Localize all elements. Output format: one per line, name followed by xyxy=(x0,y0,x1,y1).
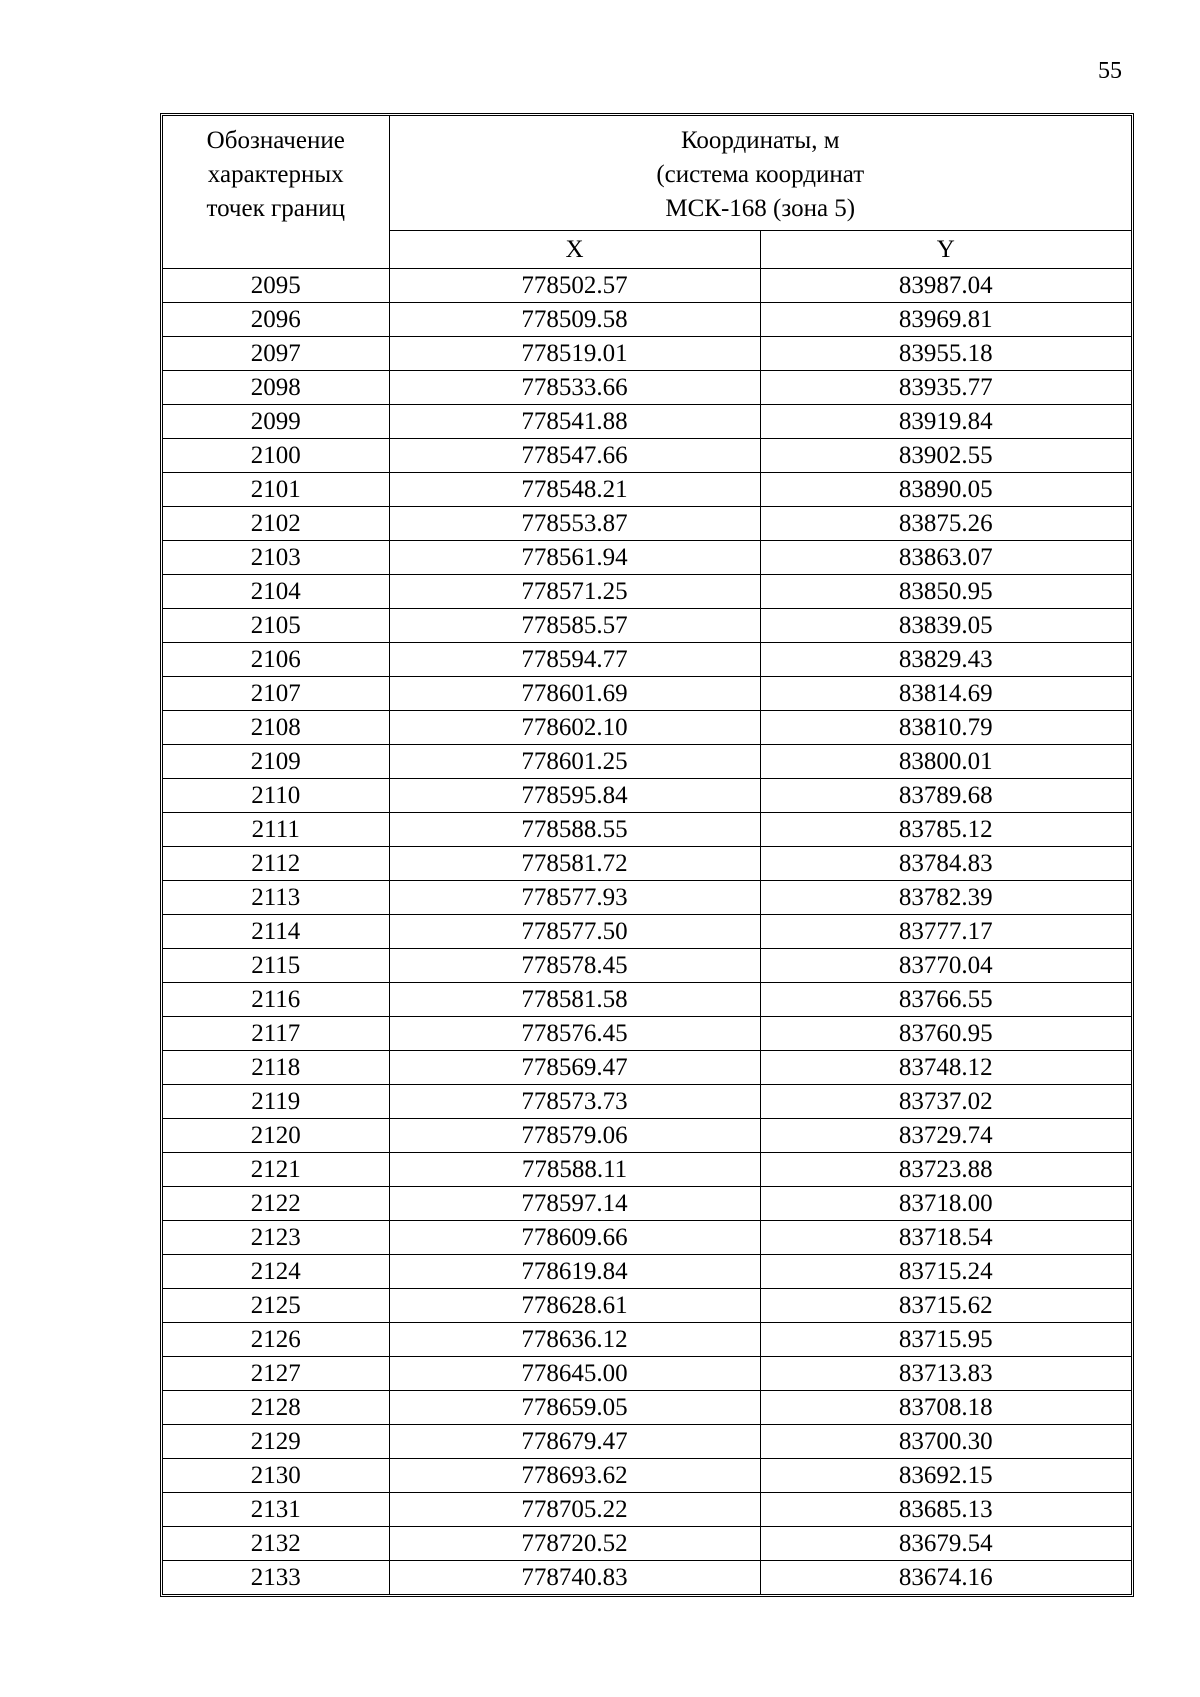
page-number: 55 xyxy=(1098,58,1122,84)
cell-x: 778705.22 xyxy=(389,1493,760,1527)
coordinates-table-frame xyxy=(160,113,1134,1597)
cell-y: 83935.77 xyxy=(760,371,1131,405)
table-row xyxy=(163,1527,1131,1561)
cell-x: 778569.47 xyxy=(389,1051,760,1085)
table-row xyxy=(163,1425,1131,1459)
cell-y: 83715.24 xyxy=(760,1255,1131,1289)
table-row xyxy=(163,1323,1131,1357)
cell-x: 778597.14 xyxy=(389,1187,760,1221)
cell-x: 778601.69 xyxy=(389,677,760,711)
cell-y: 83814.69 xyxy=(760,677,1131,711)
table-row xyxy=(163,439,1131,473)
cell-y: 83829.43 xyxy=(760,643,1131,677)
table-row xyxy=(163,745,1131,779)
cell-x: 778720.52 xyxy=(389,1527,760,1561)
cell-point-id: 2096 xyxy=(163,303,389,337)
cell-point-id: 2114 xyxy=(163,915,389,949)
header-coordinates-line: МСК-168 (зона 5) xyxy=(665,195,856,222)
cell-x: 778619.84 xyxy=(389,1255,760,1289)
cell-point-id: 2107 xyxy=(163,677,389,711)
table-row xyxy=(163,643,1131,677)
header-designation-line: Обозначение xyxy=(206,127,345,154)
cell-x: 778588.55 xyxy=(389,813,760,847)
table-row xyxy=(163,881,1131,915)
cell-x: 778571.25 xyxy=(389,575,760,609)
cell-point-id: 2118 xyxy=(163,1051,389,1085)
cell-y: 83760.95 xyxy=(760,1017,1131,1051)
table-row xyxy=(163,1357,1131,1391)
cell-x: 778577.93 xyxy=(389,881,760,915)
table-row xyxy=(163,1391,1131,1425)
cell-point-id: 2133 xyxy=(163,1561,389,1595)
cell-point-id: 2113 xyxy=(163,881,389,915)
cell-y: 83718.54 xyxy=(760,1221,1131,1255)
cell-y: 83700.30 xyxy=(760,1425,1131,1459)
table-row xyxy=(163,1051,1131,1085)
cell-point-id: 2116 xyxy=(163,983,389,1017)
cell-x: 778573.73 xyxy=(389,1085,760,1119)
table-row xyxy=(163,609,1131,643)
cell-y: 83850.95 xyxy=(760,575,1131,609)
cell-y: 83863.07 xyxy=(760,541,1131,575)
cell-point-id: 2117 xyxy=(163,1017,389,1051)
cell-y: 83987.04 xyxy=(760,269,1131,303)
cell-point-id: 2101 xyxy=(163,473,389,507)
table-row xyxy=(163,575,1131,609)
cell-x: 778502.57 xyxy=(389,269,760,303)
cell-y: 83770.04 xyxy=(760,949,1131,983)
table-row xyxy=(163,507,1131,541)
cell-x: 778541.88 xyxy=(389,405,760,439)
cell-y: 83715.62 xyxy=(760,1289,1131,1323)
cell-point-id: 2131 xyxy=(163,1493,389,1527)
cell-point-id: 2099 xyxy=(163,405,389,439)
cell-y: 83969.81 xyxy=(760,303,1131,337)
cell-x: 778595.84 xyxy=(389,779,760,813)
cell-point-id: 2121 xyxy=(163,1153,389,1187)
header-y: Y xyxy=(760,231,1131,269)
cell-point-id: 2105 xyxy=(163,609,389,643)
cell-x: 778548.21 xyxy=(389,473,760,507)
table-row xyxy=(163,1085,1131,1119)
cell-x: 778581.58 xyxy=(389,983,760,1017)
cell-point-id: 2125 xyxy=(163,1289,389,1323)
cell-point-id: 2108 xyxy=(163,711,389,745)
cell-point-id: 2097 xyxy=(163,337,389,371)
cell-x: 778533.66 xyxy=(389,371,760,405)
table-row xyxy=(163,1289,1131,1323)
table-row xyxy=(163,813,1131,847)
cell-x: 778561.94 xyxy=(389,541,760,575)
header-coordinates-line: Координаты, м xyxy=(680,127,840,154)
cell-y: 83784.83 xyxy=(760,847,1131,881)
cell-point-id: 2104 xyxy=(163,575,389,609)
cell-y: 83810.79 xyxy=(760,711,1131,745)
cell-x: 778645.00 xyxy=(389,1357,760,1391)
table-row xyxy=(163,371,1131,405)
cell-point-id: 2129 xyxy=(163,1425,389,1459)
table-row xyxy=(163,1119,1131,1153)
cell-x: 778636.12 xyxy=(389,1323,760,1357)
cell-y: 83902.55 xyxy=(760,439,1131,473)
table-body xyxy=(163,269,1131,1595)
cell-point-id: 2115 xyxy=(163,949,389,983)
cell-x: 778579.06 xyxy=(389,1119,760,1153)
cell-point-id: 2111 xyxy=(163,813,389,847)
cell-point-id: 2128 xyxy=(163,1391,389,1425)
cell-y: 83919.84 xyxy=(760,405,1131,439)
cell-y: 83875.26 xyxy=(760,507,1131,541)
cell-point-id: 2123 xyxy=(163,1221,389,1255)
cell-point-id: 2098 xyxy=(163,371,389,405)
cell-point-id: 2103 xyxy=(163,541,389,575)
cell-y: 83782.39 xyxy=(760,881,1131,915)
header-coordinates xyxy=(389,116,1131,231)
cell-point-id: 2112 xyxy=(163,847,389,881)
table-row xyxy=(163,711,1131,745)
cell-point-id: 2100 xyxy=(163,439,389,473)
table-row xyxy=(163,949,1131,983)
table-row xyxy=(163,1221,1131,1255)
cell-point-id: 2126 xyxy=(163,1323,389,1357)
coordinates-table xyxy=(163,116,1131,1594)
cell-x: 778547.66 xyxy=(389,439,760,473)
cell-point-id: 2095 xyxy=(163,269,389,303)
cell-point-id: 2110 xyxy=(163,779,389,813)
header-coordinates-line: (система координат xyxy=(656,161,865,188)
cell-y: 83718.00 xyxy=(760,1187,1131,1221)
cell-point-id: 2106 xyxy=(163,643,389,677)
cell-x: 778740.83 xyxy=(389,1561,760,1595)
cell-point-id: 2120 xyxy=(163,1119,389,1153)
cell-y: 83777.17 xyxy=(760,915,1131,949)
cell-y: 83800.01 xyxy=(760,745,1131,779)
header-designation-line: точек границ xyxy=(206,195,345,222)
cell-x: 778509.58 xyxy=(389,303,760,337)
cell-x: 778588.11 xyxy=(389,1153,760,1187)
table-row xyxy=(163,1017,1131,1051)
cell-x: 778609.66 xyxy=(389,1221,760,1255)
table-row xyxy=(163,337,1131,371)
cell-y: 83708.18 xyxy=(760,1391,1131,1425)
table-row xyxy=(163,303,1131,337)
cell-y: 83679.54 xyxy=(760,1527,1131,1561)
cell-x: 778659.05 xyxy=(389,1391,760,1425)
cell-y: 83890.05 xyxy=(760,473,1131,507)
cell-y: 83955.18 xyxy=(760,337,1131,371)
cell-x: 778585.57 xyxy=(389,609,760,643)
cell-y: 83839.05 xyxy=(760,609,1131,643)
header-designation-line: характерных xyxy=(207,161,344,188)
cell-x: 778601.25 xyxy=(389,745,760,779)
cell-point-id: 2124 xyxy=(163,1255,389,1289)
cell-y: 83785.12 xyxy=(760,813,1131,847)
cell-x: 778679.47 xyxy=(389,1425,760,1459)
cell-point-id: 2102 xyxy=(163,507,389,541)
table-row xyxy=(163,915,1131,949)
table-row xyxy=(163,405,1131,439)
cell-x: 778577.50 xyxy=(389,915,760,949)
table-row xyxy=(163,677,1131,711)
cell-y: 83674.16 xyxy=(760,1561,1131,1595)
table-row xyxy=(163,983,1131,1017)
cell-y: 83723.88 xyxy=(760,1153,1131,1187)
table-row xyxy=(163,541,1131,575)
table-row xyxy=(163,1153,1131,1187)
cell-point-id: 2127 xyxy=(163,1357,389,1391)
cell-y: 83766.55 xyxy=(760,983,1131,1017)
cell-point-id: 2130 xyxy=(163,1459,389,1493)
cell-point-id: 2122 xyxy=(163,1187,389,1221)
header-designation xyxy=(163,116,389,269)
cell-x: 778553.87 xyxy=(389,507,760,541)
table-row xyxy=(163,269,1131,303)
cell-y: 83713.83 xyxy=(760,1357,1131,1391)
cell-x: 778576.45 xyxy=(389,1017,760,1051)
header-row-main xyxy=(163,116,1131,231)
cell-x: 778693.62 xyxy=(389,1459,760,1493)
cell-y: 83685.13 xyxy=(760,1493,1131,1527)
table-row xyxy=(163,847,1131,881)
cell-y: 83692.15 xyxy=(760,1459,1131,1493)
cell-x: 778578.45 xyxy=(389,949,760,983)
cell-point-id: 2132 xyxy=(163,1527,389,1561)
table-row xyxy=(163,779,1131,813)
cell-point-id: 2119 xyxy=(163,1085,389,1119)
cell-y: 83715.95 xyxy=(760,1323,1131,1357)
cell-y: 83729.74 xyxy=(760,1119,1131,1153)
table-row xyxy=(163,1561,1131,1595)
cell-x: 778628.61 xyxy=(389,1289,760,1323)
table-row xyxy=(163,1255,1131,1289)
cell-x: 778581.72 xyxy=(389,847,760,881)
cell-point-id: 2109 xyxy=(163,745,389,779)
table-row xyxy=(163,473,1131,507)
table-row xyxy=(163,1459,1131,1493)
cell-y: 83737.02 xyxy=(760,1085,1131,1119)
cell-x: 778602.10 xyxy=(389,711,760,745)
table-row xyxy=(163,1187,1131,1221)
cell-x: 778594.77 xyxy=(389,643,760,677)
header-x: X xyxy=(389,231,760,269)
table-row xyxy=(163,1493,1131,1527)
cell-x: 778519.01 xyxy=(389,337,760,371)
cell-y: 83789.68 xyxy=(760,779,1131,813)
cell-y: 83748.12 xyxy=(760,1051,1131,1085)
